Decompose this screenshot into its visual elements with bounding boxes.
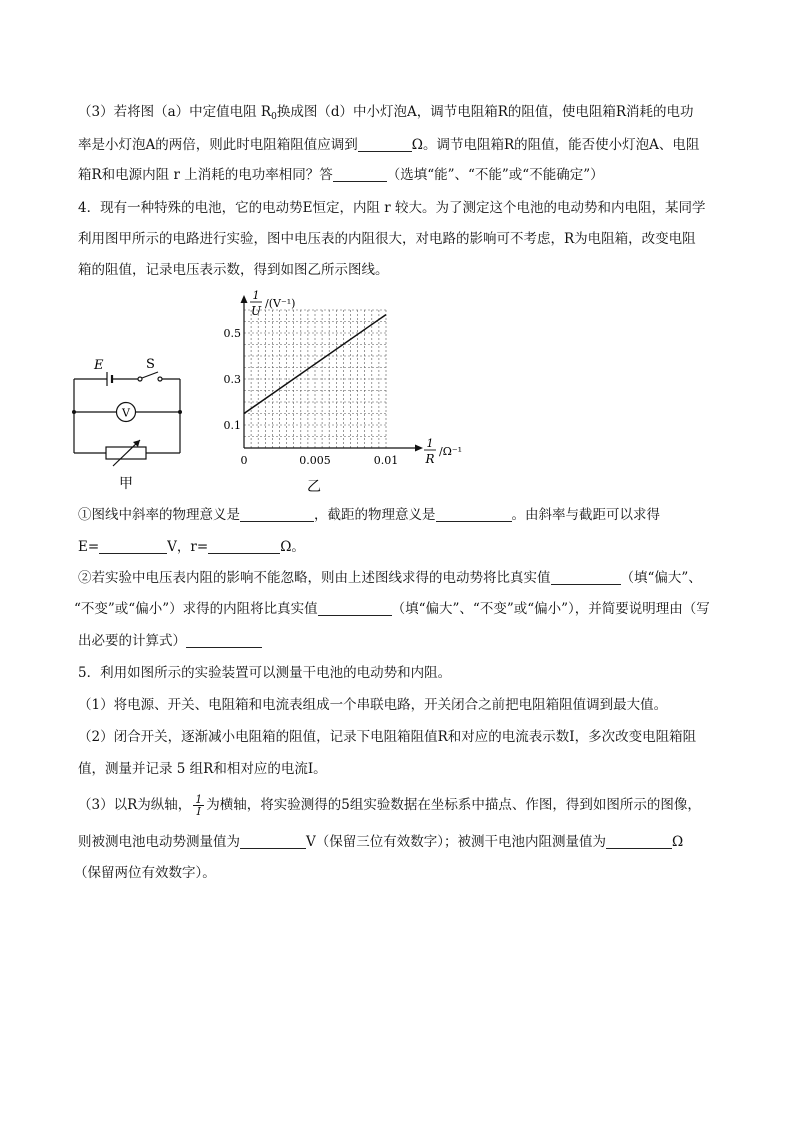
q4-text: Ω。	[280, 539, 305, 555]
q4-text: V，r=	[167, 539, 209, 555]
q3-line-1	[78, 103, 694, 126]
switch-lever	[142, 372, 158, 378]
q4-text: E=	[78, 539, 100, 555]
chart-x-axis-label	[424, 437, 462, 466]
q3-text: 箱R和电源内阻 r 上消耗的电功率相同？答	[78, 167, 333, 183]
q4-text: （填“偏大”、“不变”或“偏小”），并简要说明理由（写	[391, 601, 710, 617]
q3-text: Ω。调节电阻箱R的阻值，能否使小灯泡A、电阻	[411, 137, 700, 153]
q4-text: 。由斜率与截距可以求得	[511, 507, 660, 523]
q5-text: 为横轴，将实验测得的5组实验数据在坐标系中描点、作图，得到如图所示的图像，	[206, 797, 701, 813]
junction-dot	[178, 410, 182, 414]
answer-blank[interactable]	[240, 834, 306, 849]
q4-line-2: 利用图甲所示的电路进行实验，图中电压表的内阻很大，对电路的影响可不考虑，R为电阻箱，改变电阻	[78, 231, 696, 247]
y-label-numerator: 1	[252, 289, 260, 302]
voltmeter-label: V	[122, 406, 130, 420]
q4-sub2-line-2	[74, 600, 710, 618]
q5-line-2: （1）将电源、开关、电阻箱和电流表组成一个串联电路，开关闭合之前把电阻箱阻值调到最大值。	[78, 697, 668, 713]
q3-text: （3）若将图（a）中定值电阻 R	[78, 104, 272, 120]
fraction-numerator: 1	[195, 793, 203, 806]
switch-contact	[158, 377, 162, 381]
answer-blank[interactable]	[606, 834, 672, 849]
q3-line-2	[78, 136, 699, 154]
answer-blank[interactable]	[99, 539, 167, 554]
chart-grid	[244, 310, 386, 448]
x-label-numerator: 1	[426, 437, 434, 450]
q5-text: 则被测电池电动势测量值为	[78, 834, 240, 850]
q5-text: V（保留三位有效数字）；被测干电池内阻测量值为	[306, 834, 606, 850]
x-tick-label: 0.01	[373, 454, 399, 467]
q3-text: 率是小灯泡A的两倍，则此时电阻箱阻值应调到	[78, 137, 358, 153]
q5-line-1: 5．利用如图所示的实验装置可以测量干电池的电动势和内阻。	[78, 665, 452, 681]
q5-line-4: 值，测量并记录 5 组R和相对应的电流I。	[78, 761, 327, 777]
q3-text: 换成图（d）中小灯泡A，调节电阻箱R的阻值，使电阻箱R消耗的电功	[276, 104, 694, 120]
answer-blank[interactable]	[551, 570, 621, 585]
q5-line-5	[78, 794, 701, 817]
q4-sub2-line-1	[78, 569, 702, 587]
q4-sub2-line-3	[78, 632, 262, 650]
chart-axes	[241, 295, 424, 452]
circuit-diagram	[66, 352, 192, 492]
q4-text: ②若实验中电压表内阻的影响不能忽略，则由上述图线求得的电动势将比真实值	[78, 570, 551, 586]
q5-line-6	[78, 833, 683, 851]
q4-text: ①图线中斜率的物理意义是	[78, 507, 240, 523]
y-tick-label: 0.1	[223, 419, 241, 432]
chart-y-axis-label	[250, 289, 295, 318]
q4-sub1-line-1	[78, 506, 660, 524]
x-label-denominator: R	[425, 452, 435, 466]
q5-line-3: （2）闭合开关，逐渐减小电阻箱的阻值，记录下电阻箱阻值R和对应的电流表示数I，多次改变电阻箱阻	[78, 729, 697, 745]
answer-blank[interactable]	[208, 539, 280, 554]
q4-sub1-line-2	[78, 538, 305, 556]
y-axis-arrow	[241, 295, 248, 303]
fraction-denominator: I	[196, 805, 201, 818]
q5-text: Ω	[672, 834, 684, 850]
q4-line-3: 箱的阻值，记录电压表示数，得到如图乙所示图线。	[78, 262, 389, 278]
junction-dot	[72, 410, 76, 414]
q5-line-7: （保留两位有效数字）。	[74, 865, 216, 881]
q4-line-1: 4．现有一种特殊的电池，它的电动势E恒定，内阻 r 较大。为了测定这个电池的电动势和内电阻，某同学	[78, 200, 706, 216]
switch-contact	[138, 377, 142, 381]
graph-caption: 乙	[307, 479, 321, 495]
y-tick-label: 0.3	[223, 373, 241, 386]
y-tick-label: 0.5	[223, 327, 241, 340]
x-axis-arrow	[415, 445, 423, 452]
circuit-caption: 甲	[119, 476, 133, 492]
q4-text: （填“偏大”、	[620, 570, 702, 586]
answer-blank[interactable]	[436, 507, 512, 522]
x-tick-label: 0.005	[299, 454, 331, 467]
graph-1-over-u-vs-1-over-r	[210, 288, 470, 496]
answer-blank[interactable]	[333, 167, 387, 182]
q4-text: 出必要的计算式）	[78, 633, 186, 649]
switch-label: S	[146, 357, 155, 372]
q4-text: “不变”或“偏小”）求得的内阻将比真实值	[74, 601, 318, 617]
one-over-i-fraction	[193, 794, 204, 817]
answer-blank[interactable]	[358, 137, 412, 152]
x-label-unit: /Ω⁻¹	[439, 445, 463, 458]
x-tick-label: 0	[240, 454, 248, 467]
q4-text: ，截距的物理意义是	[314, 507, 436, 523]
answer-blank[interactable]	[240, 507, 314, 522]
q5-text: （3）以R为纵轴，	[78, 797, 192, 813]
battery-label: E	[94, 358, 104, 373]
q3-line-3	[78, 166, 604, 184]
answer-blank[interactable]	[318, 601, 392, 616]
answer-blank[interactable]	[186, 633, 262, 648]
y-label-unit: /(V⁻¹)	[265, 297, 296, 310]
y-label-denominator: U	[250, 304, 262, 318]
q3-text: （选填“能”、“不能”或“不能确定”）	[386, 167, 604, 183]
subscript: 0	[271, 112, 277, 122]
